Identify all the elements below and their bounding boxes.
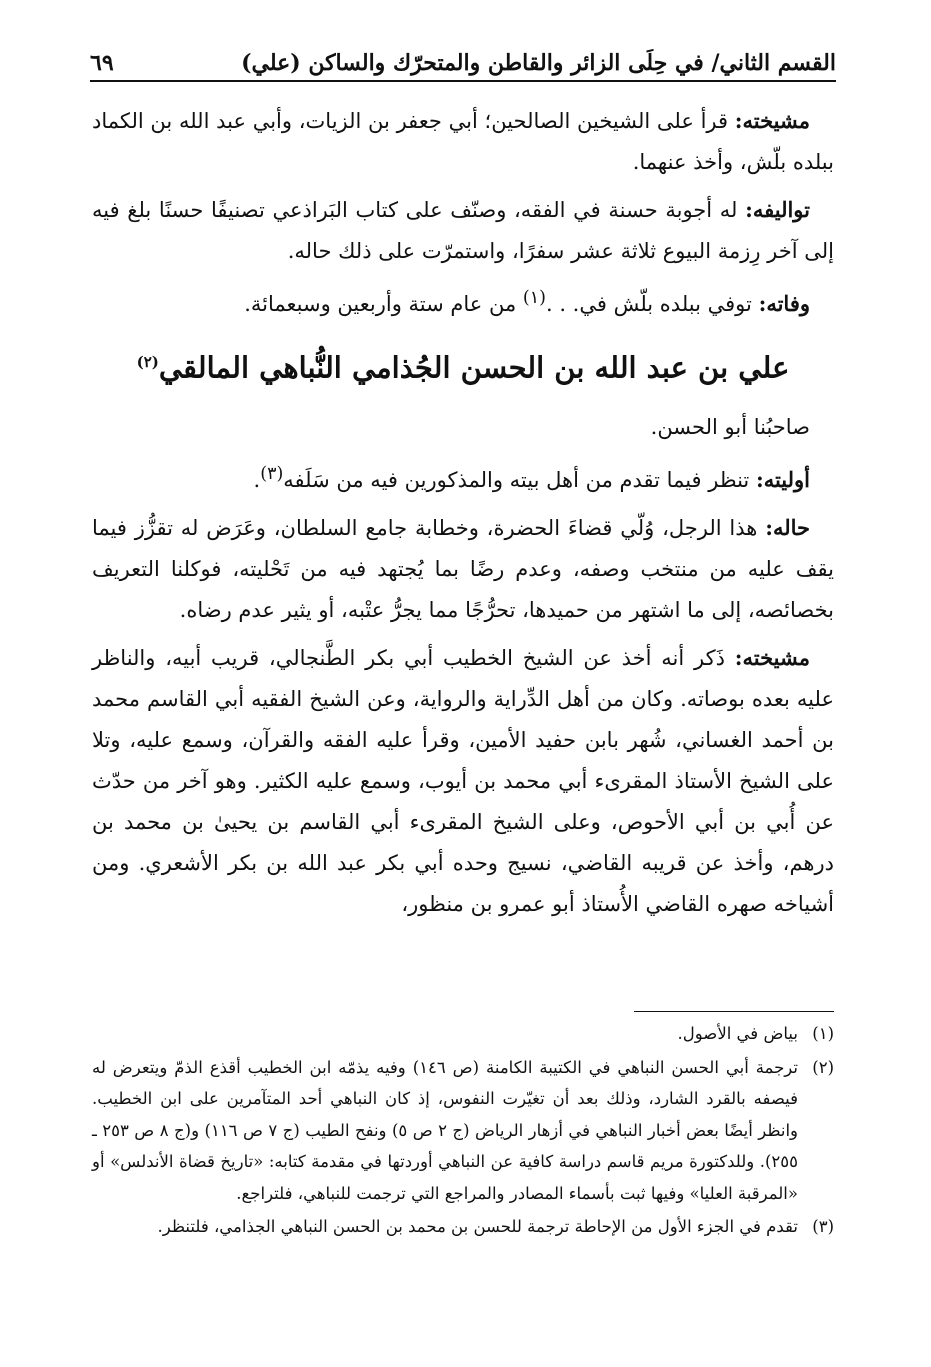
section-label: أوليته:: [755, 466, 810, 492]
paragraph-mashyakha-2: [92, 637, 834, 925]
footnote-text: تقدم في الجزء الأول من الإحاطة ترجمة للحسن بن محمد بن الحسن النباهي الجذامي، فلتنظر.: [157, 1217, 798, 1236]
footnote: [92, 1018, 834, 1050]
paragraph-text: قرأ على الشيخين الصالحين؛ أبي جعفر بن الزيات، وأبي عبد الله بن الكماد ببلده بلّش، وأخذ عنهما.: [92, 109, 834, 174]
footnote-ref: (٢): [136, 353, 159, 371]
entry-heading: [92, 337, 834, 393]
paragraph-text: من عام ستة وأربعين وسبعمائة.: [244, 292, 523, 316]
footnote-separator: [634, 1011, 834, 1012]
paragraph-text: هذا الرجل، وُلّي قضاءَ الحضرة، وخطابة جامع السلطان، وعَرَض له تقزُّز فيما يقف عليه من منتخب وصفه، وعدم رضًا بما يُجتهد فيه من تَحْليته، فوكلنا التعريف بخصائصه، إلى ما اشتهر من حميدها، تحرُّجًا مما يجرُّ عتْبه، أو يثير عدم رضاه.: [92, 515, 834, 622]
paragraph-wafat: [92, 278, 834, 325]
footnote: [92, 1211, 834, 1243]
footnote-text: بياض في الأصول.: [677, 1024, 798, 1043]
entry-heading-text: علي بن عبد الله بن الحسن الجُذامي النُّباهي المالقي: [158, 350, 790, 385]
section-label: مشيخته:: [734, 644, 810, 670]
section-label: وفاته:: [758, 291, 810, 316]
paragraph-tawalif: [92, 189, 834, 272]
running-header: [90, 40, 836, 82]
paragraph-sahib: صاحبُنا أبو الحسن.: [650, 414, 810, 439]
running-title: القسم الثاني/ في حِلَى الزائر والقاطن والمتحرّك والساكن (علي): [241, 50, 836, 76]
main-text: [92, 100, 834, 931]
page-number: ٦٩: [90, 50, 114, 76]
section-label: مشيخته:: [734, 108, 810, 133]
paragraph-text: توفي ببلده بلّش في. . .: [545, 292, 759, 316]
paragraph-text: له أجوبة حسنة في الفقه، وصنّف على كتاب البَراذعي تصنيفًا حسنًا بلغ فيه إلى آخر رِزمة البيوع ثلاثة عشر سفرًا، واستمرّت على ذلك حاله.: [92, 198, 834, 263]
footnote-text: ترجمة أبي الحسن النباهي في الكتيبة الكامنة (ص ١٤٦) وفيه يذمّه ابن الخطيب أقذع الذمّ ويتعرض له فيصفه بالقرد الشارد، وذلك بعد أن تغيّرت النفوس، إذ كان النباهي أحد المتآمرين على ابن الخطيب. وانظر أيضًا بعض أخبار النباهي في أزهار الرياض (ج ٢ ص ٥) ونفح الطيب (ج ٧ ص ١١٦) و(ج ٨ ص ٢٥٣ ـ ٢٥٥). وللدكتورة مريم قاسم دراسة كافية عن النباهي أوردتها في مقدمة كتابه: «تاريخ قضاة الأندلس» أو «المرقبة العليا» وفيها ثبت بأسماء المصادر والمراجع التي ترجمت للنباهي، فلتراجع.: [92, 1057, 799, 1203]
footnote: [92, 1052, 834, 1210]
paragraph-hal: [92, 507, 834, 631]
section-label: حاله:: [765, 514, 810, 540]
footnotes: [92, 1018, 834, 1245]
paragraph-text: تنظر فيما تقدم من أهل بيته والمذكورين فيه من سَلَفه: [283, 467, 756, 492]
section-label: تواليفه:: [745, 197, 810, 222]
footnote-ref: (٣): [260, 463, 284, 484]
footnote-number: (٣): [812, 1217, 834, 1236]
paragraph-mashyakha-1: [92, 100, 834, 183]
footnote-number: (١): [812, 1024, 834, 1043]
paragraph-awwaliyya: [92, 454, 834, 501]
footnote-number: (٢): [812, 1057, 834, 1077]
paragraph-text: ذَكر أنه أخذ عن الشيخ الخطيب أبي بكر الطَّنجالي، قريب أبيه، والناظر عليه بعده بوصاته. وكان من أهل الدِّراية والرواية، وعن الشيخ الفقيه أبي القاسم محمد بن أحمد الغساني، شُهر بابن حفيد الأمين، وقرأ عليه الفقه والقرآن، وسمع عليه، وتلا على الشيخ الأستاذ المقرىء أبي محمد بن أيوب، وسمع عليه الكثير. وهو آخر من حدّث عن أُبي بن أبي الأحوص، وعلى الشيخ المقرىء أبي القاسم بن يحيىٰ بن محمد بن درهم، وأخذ عن قريبه القاضي، نسيج وحده أبي بكر عبد الله بن بكر الأشعري. ومن أشياخه صهره القاضي الأُستاذ أبو عمرو بن منظور،: [92, 645, 834, 916]
footnote-ref: (١): [522, 288, 546, 308]
paragraph-text: .: [253, 467, 261, 492]
